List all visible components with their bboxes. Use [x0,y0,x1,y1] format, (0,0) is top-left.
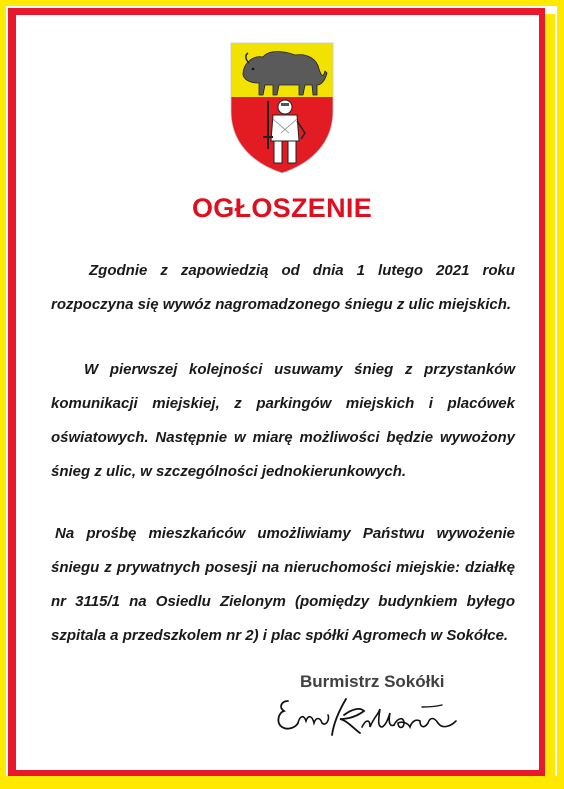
coat-of-arms-icon [229,41,335,175]
announcement-heading: OGŁOSZENIE [191,193,373,223]
signer-title: Burmistrz Sokółki [300,672,445,691]
paragraph-3: Na prośbę mieszkańców umożliwiamy Państwu wywożenie śniegu z prywatnych posesji na nieruchomości miejskie: działkę nr 3115/1 na Osiedlu Zielonym (pomiędzy budynkiem byłego szpitala a przedszkolem nr 2) i plac spółki Agromech w Sokółce. [51,525,515,644]
yellow-frame-right-strip [545,14,555,780]
paragraph-2: W pierwszej kolejności usuwamy śnieg z przystanków komunikacji miejskiej, z parkingów miejskich i placówek oświatowych. Następnie w miarę możliwości będzie wywożony śnieg z ulic, w szczególności jednokierunkowych. [51,361,515,480]
signature-icon [274,693,470,743]
yellow-frame-bottom-strip [0,776,564,789]
paragraph-1: Zgodnie z zapowiedzią od dnia 1 lutego 2021 roku rozpoczyna się wywóz nagromadzonego śniegu z ulic miejskich. [51,262,515,313]
